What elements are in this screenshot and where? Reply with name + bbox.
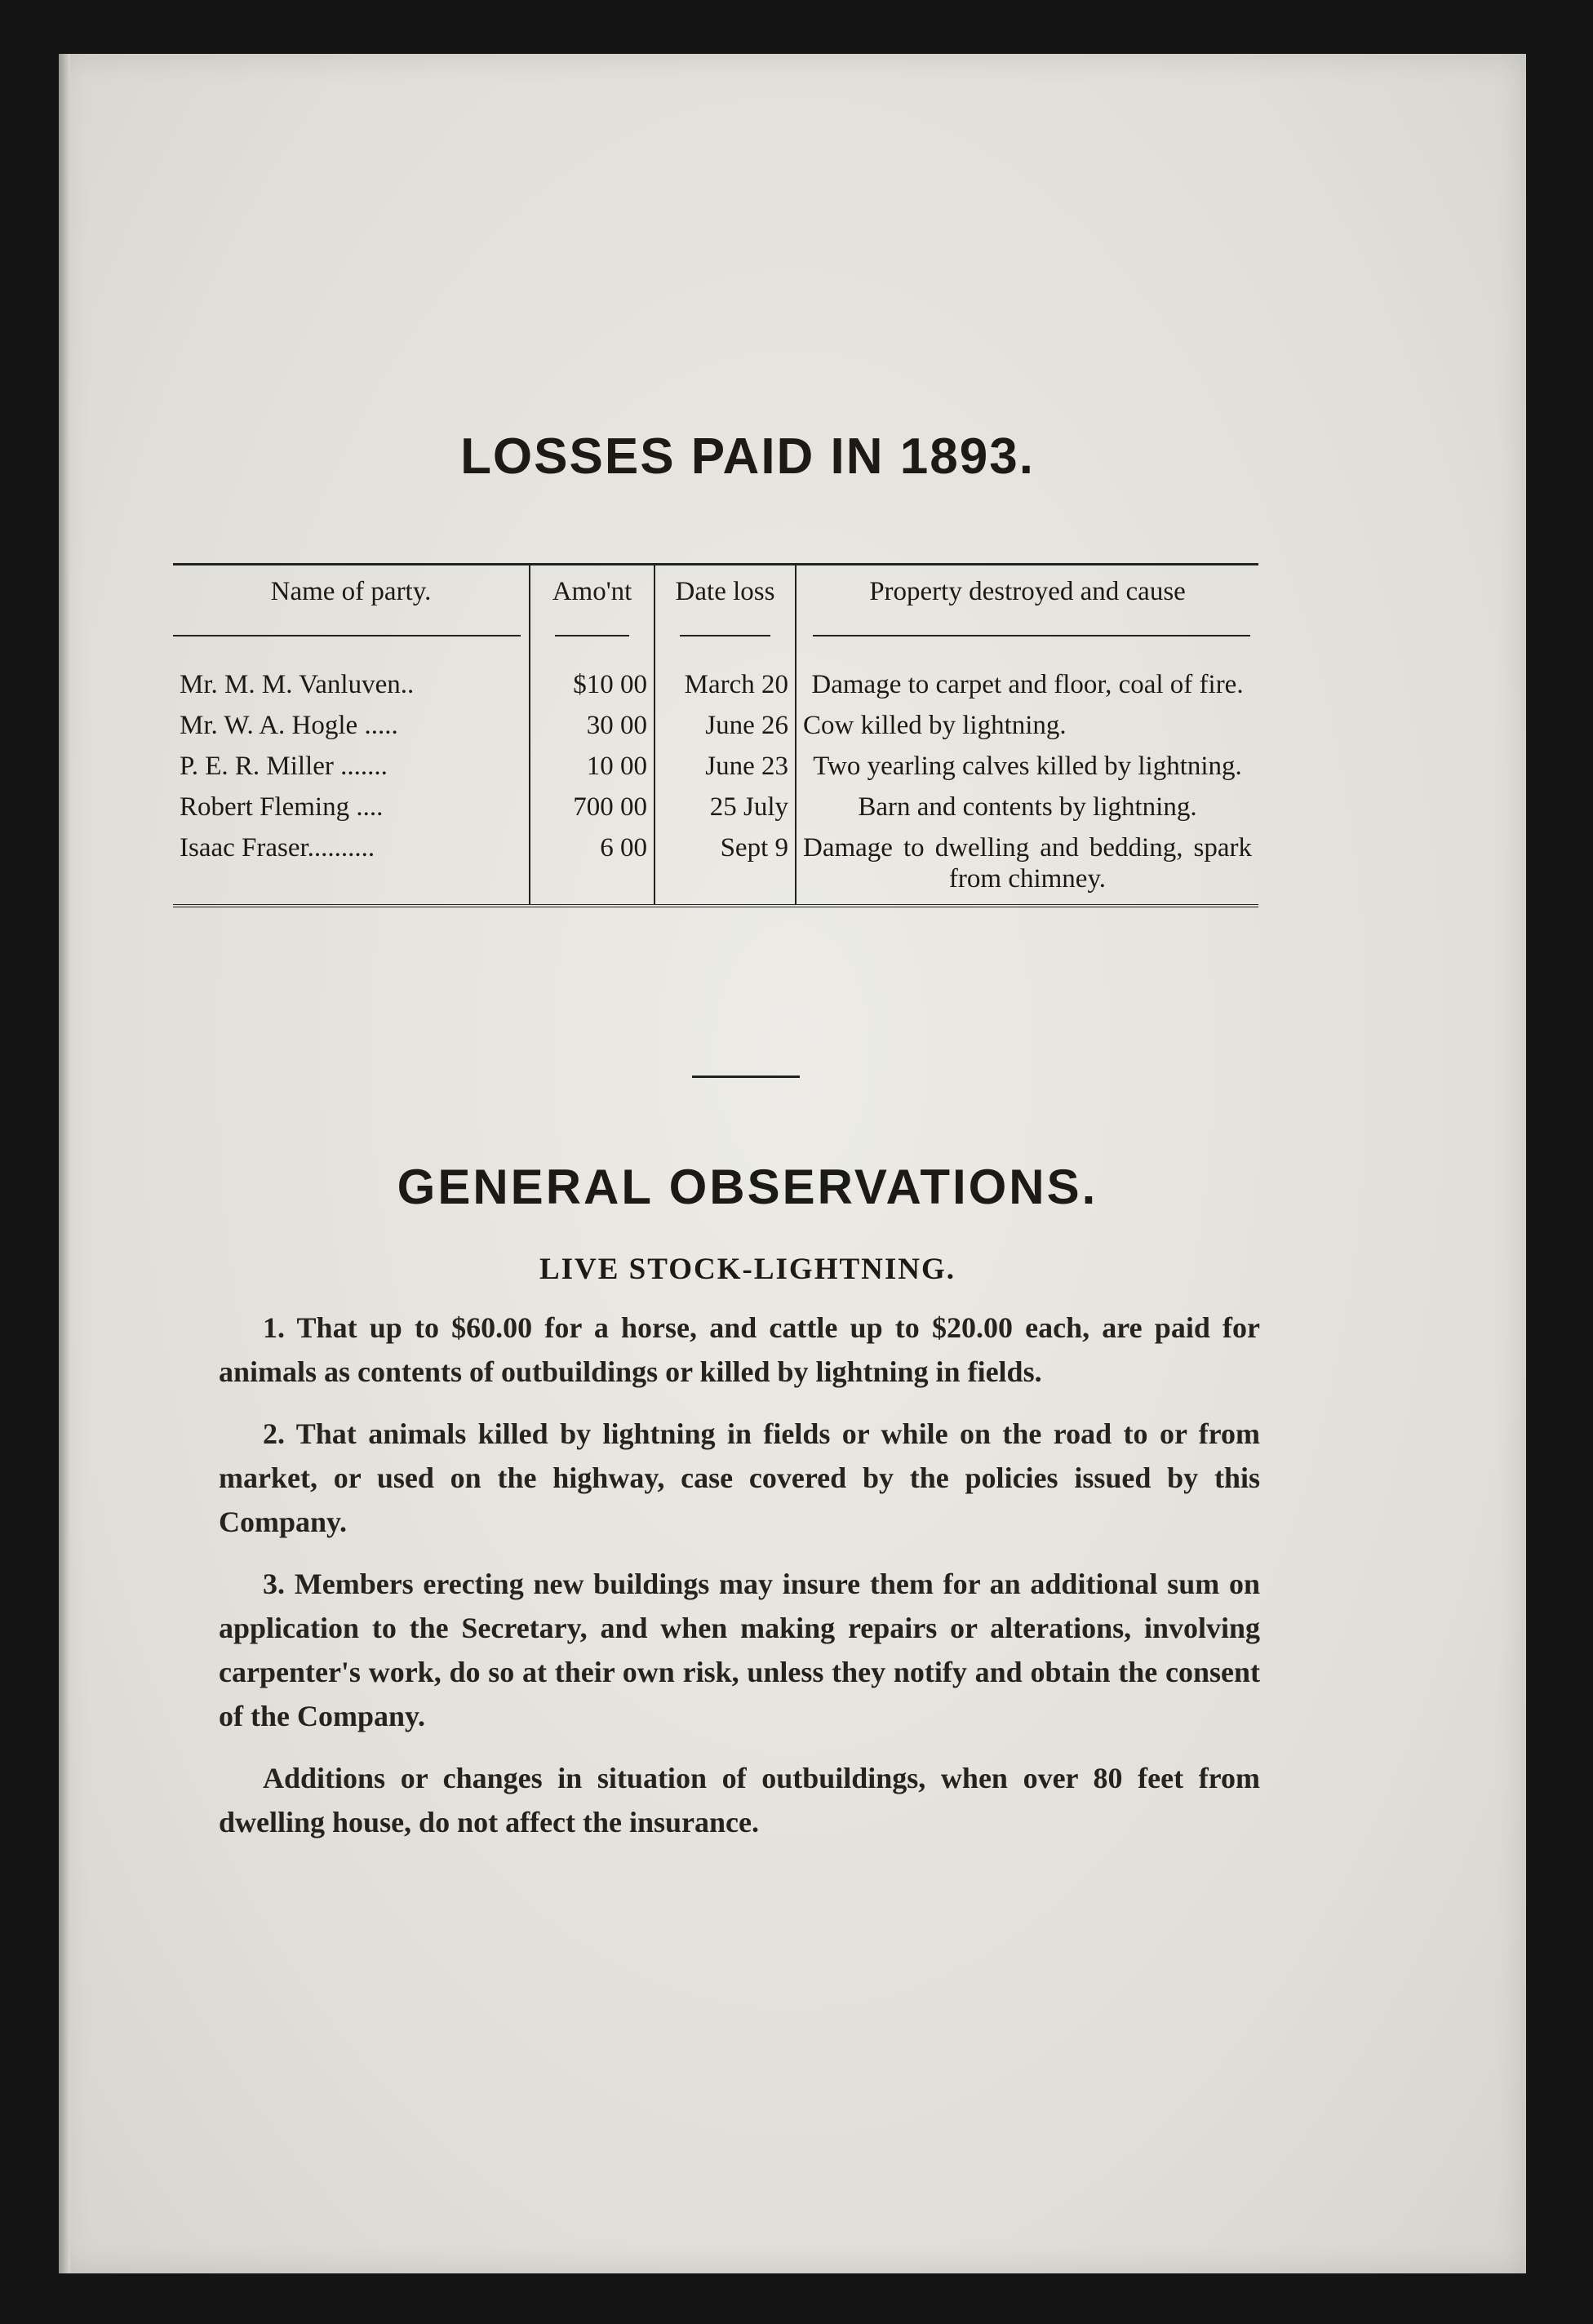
party-name: Isaac Fraser.......... — [180, 833, 375, 863]
column-header-name: Name of party. — [173, 565, 530, 652]
property-cause: Cow killed by lightning. — [796, 705, 1258, 746]
loss-date: June 26 — [655, 705, 796, 746]
party-name: Mr. M. M. Vanluven.. — [180, 670, 415, 699]
property-cause: Barn and contents by lightning. — [796, 787, 1258, 827]
table-row — [173, 746, 1258, 787]
table-row — [173, 787, 1258, 827]
loss-date: 25 July — [655, 787, 796, 827]
observations-subtitle: LIVE STOCK-LIGHTNING. — [539, 1253, 956, 1286]
loss-amount: $10 00 — [530, 651, 655, 705]
table-row — [173, 827, 1258, 906]
party-name: Mr. W. A. Hogle ..... — [180, 711, 398, 740]
observations-title: GENERAL OBSERVATIONS. — [397, 1160, 1098, 1214]
loss-amount: 700 00 — [530, 787, 655, 827]
observation-paragraph: 3. Members erecting new buildings may insure them for an additional sum on application to the Secretary, and when making repairs or alterations, involving carpenter's work, do so at their own risk, unless they notify and obtain the consent of the Company. — [219, 1568, 1260, 1732]
column-header-date: Date loss — [655, 565, 796, 652]
property-cause: Two yearling calves killed by lightning. — [796, 746, 1258, 787]
property-cause: Damage to dwelling and bedding, spark from chimney. — [796, 827, 1258, 906]
party-name: P. E. R. Miller ....... — [180, 752, 388, 781]
table-row — [173, 705, 1258, 746]
column-header-property: Property destroyed and cause — [796, 565, 1258, 652]
loss-date: June 23 — [655, 746, 796, 787]
loss-date: Sept 9 — [655, 827, 796, 906]
party-name: Robert Fleming .... — [180, 792, 384, 822]
column-header-amount: Amo'nt — [530, 565, 655, 652]
observations-body — [219, 1306, 1260, 1862]
observation-paragraph: 2. That animals killed by lightning in fields or while on the road to or from market, or used on the highway, case covered by the policies issued by this Company. — [219, 1417, 1260, 1538]
loss-amount: 6 00 — [530, 827, 655, 906]
section-divider — [692, 1076, 800, 1078]
property-cause: Damage to carpet and floor, coal of fire. — [796, 651, 1258, 705]
loss-date: March 20 — [655, 651, 796, 705]
losses-table — [173, 563, 1258, 907]
observation-paragraph: 1. That up to $60.00 for a horse, and cattle up to $20.00 each, are paid for animals as contents of outbuildings or killed by lightning in fields. — [219, 1311, 1260, 1388]
losses-table-header — [173, 565, 1258, 652]
table-row — [173, 651, 1258, 705]
loss-amount: 30 00 — [530, 705, 655, 746]
loss-amount: 10 00 — [530, 746, 655, 787]
losses-title: LOSSES PAID IN 1893. — [460, 428, 1035, 485]
observation-paragraph: Additions or changes in situation of outbuildings, when over 80 feet from dwelling house, do not affect the insurance. — [219, 1762, 1260, 1838]
